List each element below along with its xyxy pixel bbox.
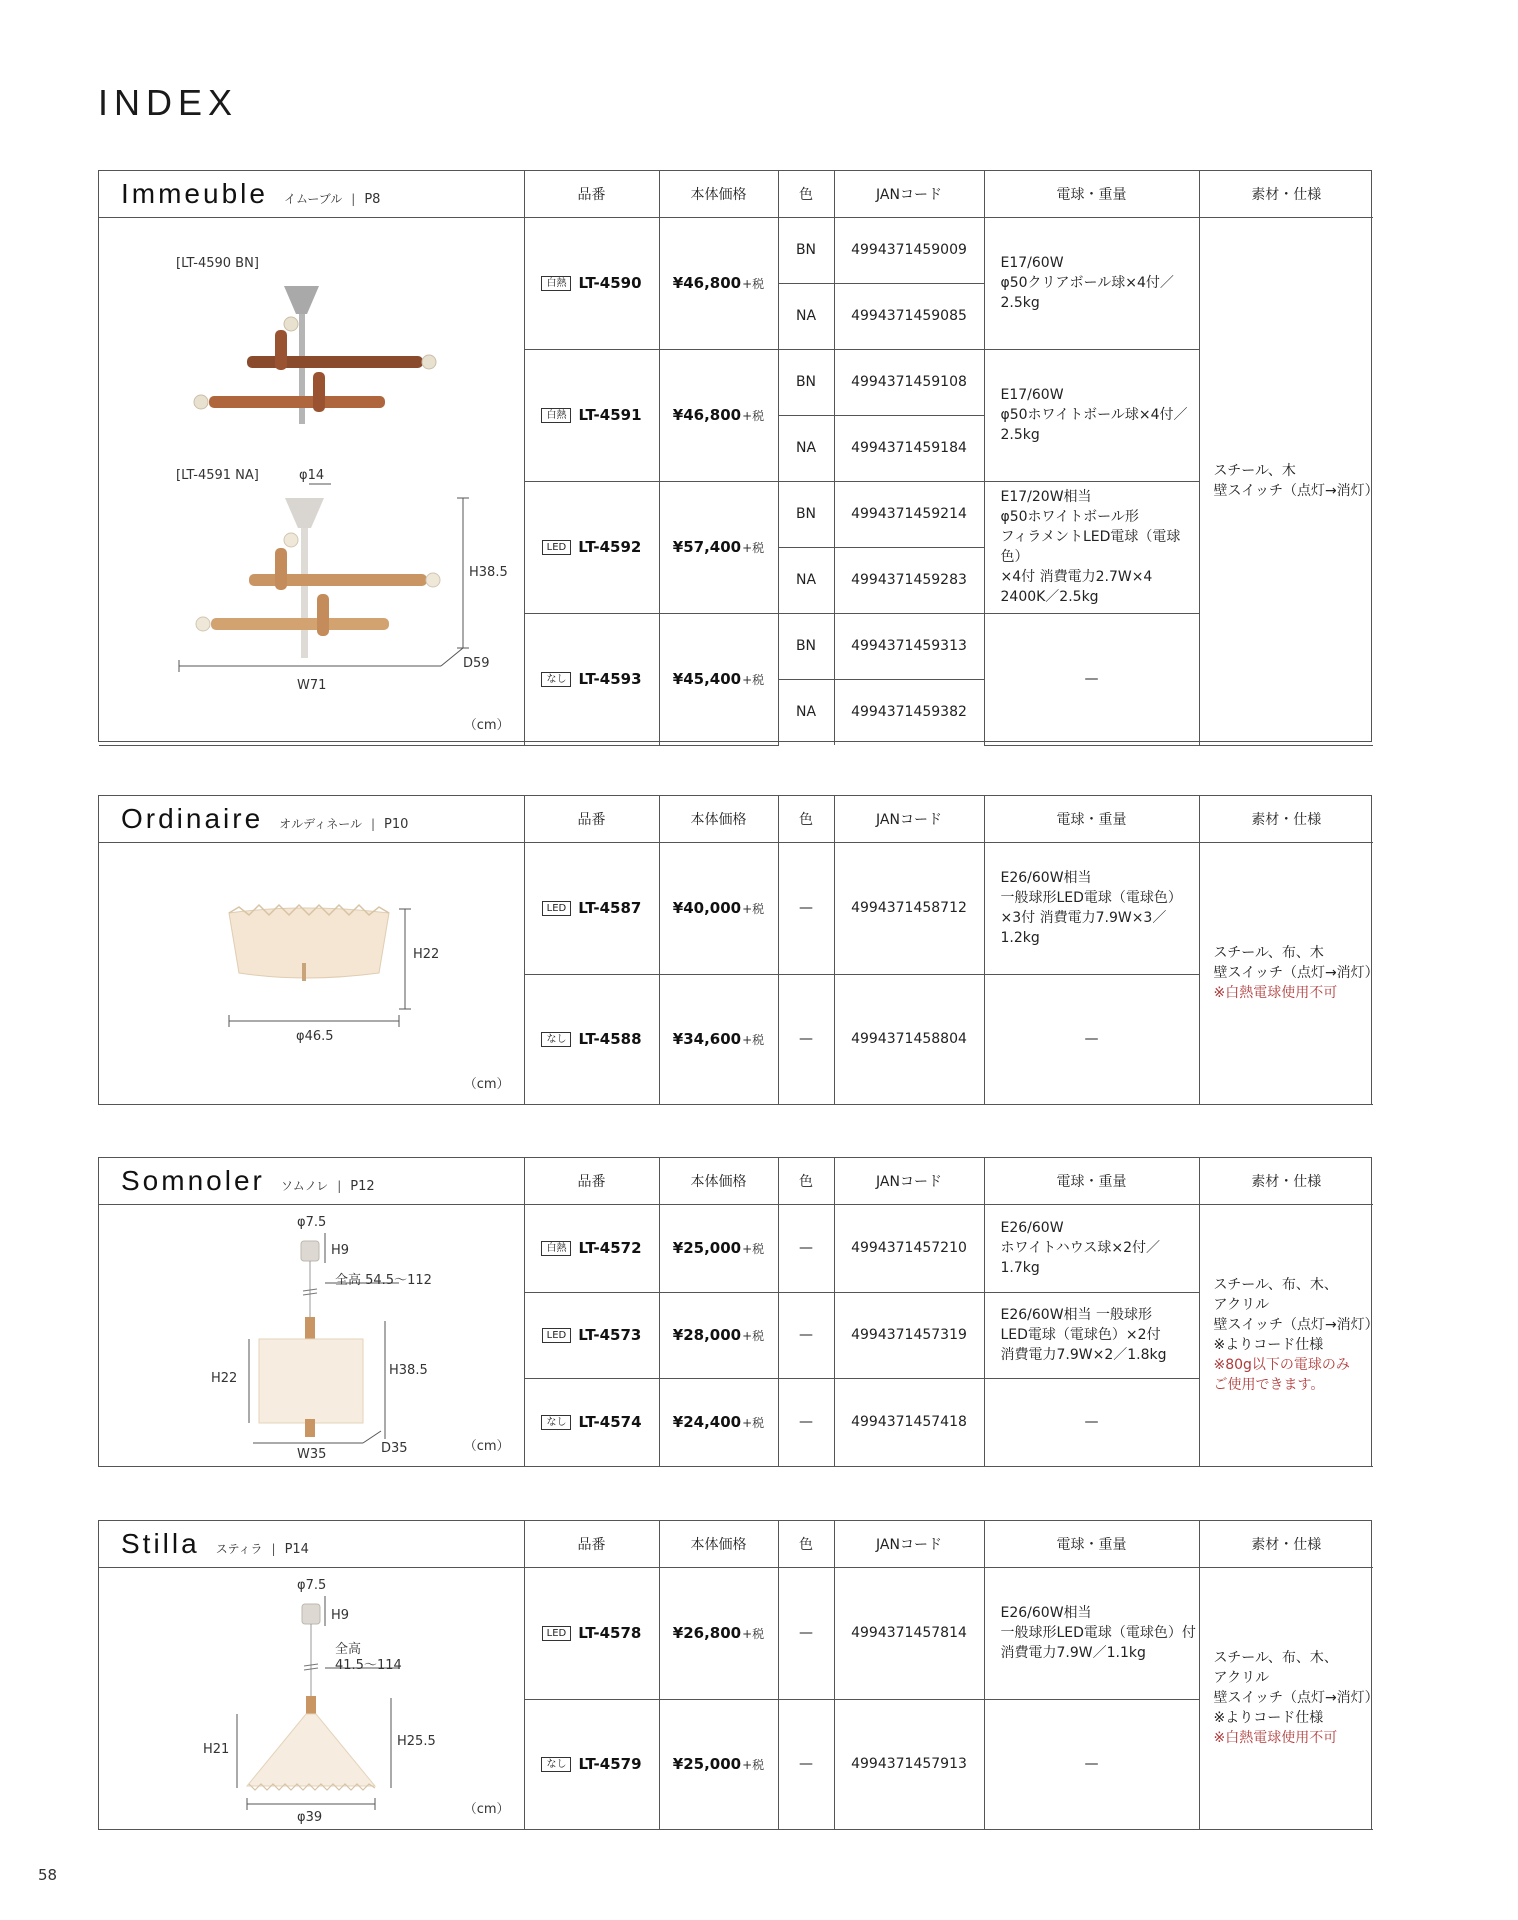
unit-label: （cm） — [463, 1801, 510, 1817]
series-title — [99, 796, 524, 842]
spec-line: E26/60W — [1000, 1220, 1064, 1236]
color-cell: NA — [778, 679, 834, 745]
material-warning: ※白熱電球使用不可 — [1213, 1730, 1338, 1746]
tax-suffix: +税 — [742, 1242, 765, 1256]
header-bulb: 電球・重量 — [984, 1158, 1199, 1204]
dim-height: H22 — [413, 946, 440, 962]
price-cell — [659, 1292, 778, 1378]
material-warning: ※80g以下の電球のみ — [1213, 1357, 1350, 1373]
product-code-cell — [524, 842, 659, 974]
series-name: Ordinaire — [121, 802, 264, 834]
unit-label: （cm） — [463, 717, 510, 733]
product-code: LT-4590 — [578, 274, 642, 292]
price: ¥45,400 — [672, 670, 742, 688]
ordinaire-table — [99, 796, 1379, 1105]
material-line: ※よりコード仕様 — [1213, 1710, 1324, 1726]
series-page-ref: P14 — [284, 1541, 309, 1557]
tax-suffix: +税 — [742, 673, 765, 687]
somnoler-lamp-illustration — [99, 1205, 524, 1467]
spec-line: 1.2kg — [1000, 930, 1040, 946]
header-material: 素材・仕様 — [1199, 1521, 1373, 1567]
price-cell — [659, 1699, 778, 1829]
jan-code: 4994371459382 — [834, 679, 984, 745]
bulb-spec-cell — [984, 1204, 1199, 1292]
price-cell — [659, 842, 778, 974]
tax-suffix: +税 — [742, 1033, 765, 1048]
product-code: LT-4592 — [578, 538, 642, 556]
jan-code: 4994371459184 — [834, 415, 984, 481]
series-title — [99, 171, 524, 217]
jan-code: 4994371457210 — [834, 1204, 984, 1292]
tax-suffix: +税 — [742, 409, 765, 423]
dim-shade-height: H22 — [211, 1370, 238, 1386]
color-cell: NA — [778, 547, 834, 613]
tax-suffix: +税 — [742, 1758, 765, 1773]
price: ¥46,800 — [672, 406, 742, 424]
product-code: LT-4591 — [578, 406, 642, 424]
spec-line: φ50ホワイトボール形 — [1000, 509, 1139, 525]
product-code: LT-4588 — [578, 1030, 642, 1049]
price-cell — [659, 217, 778, 349]
series-name: Somnoler — [121, 1164, 265, 1196]
dim-width: W71 — [297, 677, 327, 693]
stilla-section — [98, 1520, 1379, 1830]
header-jan: JANコード — [834, 1158, 984, 1204]
spec-line: ホワイトハウス球×2付／ — [1000, 1240, 1161, 1256]
bulb-spec-cell: — — [984, 974, 1199, 1104]
spec-line: E17/60W — [1000, 387, 1064, 403]
price: ¥57,400 — [672, 538, 742, 556]
unit-label: （cm） — [463, 1438, 510, 1454]
bulb-spec-cell — [984, 1567, 1199, 1699]
jan-code: 4994371459108 — [834, 349, 984, 415]
bulb-type-badge: 白熱 — [541, 276, 571, 291]
price-cell — [659, 481, 778, 613]
header-code: 品番 — [524, 171, 659, 217]
product-illustration-cell — [99, 1567, 524, 1829]
header-jan: JANコード — [834, 171, 984, 217]
product-code: LT-4593 — [578, 670, 642, 688]
product-code-cell — [524, 1699, 659, 1829]
spec-line: 2.5kg — [1000, 427, 1040, 443]
material-line: 壁スイッチ（点灯→消灯） — [1213, 483, 1379, 499]
jan-code: 4994371459283 — [834, 547, 984, 613]
color-cell: — — [778, 1204, 834, 1292]
dim-canopy-height: H9 — [331, 1242, 350, 1258]
dim-canopy-diameter: φ7.5 — [297, 1577, 327, 1593]
header-code: 品番 — [524, 1158, 659, 1204]
header-price: 本体価格 — [659, 171, 778, 217]
product-code: LT-4573 — [578, 1326, 642, 1344]
header-bulb: 電球・重量 — [984, 796, 1199, 842]
bulb-spec-cell: — — [984, 1699, 1199, 1829]
bulb-type-badge: LED — [542, 540, 572, 555]
series-name: Stilla — [121, 1527, 200, 1559]
tax-suffix: +税 — [742, 902, 765, 916]
price: ¥34,600 — [672, 1030, 742, 1049]
price-cell — [659, 1378, 778, 1466]
jan-code: 4994371459214 — [834, 481, 984, 547]
jan-code: 4994371457814 — [834, 1567, 984, 1699]
spec-line: フィラメントLED電球（電球色） — [1000, 529, 1181, 565]
tax-suffix: +税 — [742, 541, 765, 555]
dim-canopy-height: H9 — [331, 1607, 350, 1623]
material-line: アクリル — [1213, 1297, 1270, 1313]
dim-height: H38.5 — [469, 564, 508, 580]
header-price: 本体価格 — [659, 796, 778, 842]
somnoler-section — [98, 1157, 1379, 1467]
bulb-type-badge: 白熱 — [541, 408, 571, 423]
product-code-cell — [524, 1204, 659, 1292]
bulb-spec-cell: — — [984, 1378, 1199, 1466]
jan-code: 4994371458804 — [834, 974, 984, 1104]
price: ¥25,000 — [672, 1755, 742, 1774]
header-material: 素材・仕様 — [1199, 1158, 1373, 1204]
material-warning: ご使用できます。 — [1213, 1377, 1325, 1393]
product-code: LT-4579 — [578, 1755, 642, 1774]
spec-line: 2400K／2.5kg — [1000, 589, 1099, 605]
material-line: 壁スイッチ（点灯→消灯） — [1213, 965, 1379, 981]
header-bulb: 電球・重量 — [984, 1521, 1199, 1567]
bulb-type-badge: LED — [542, 1626, 572, 1641]
model-label-b: [LT-4591 NA] — [176, 467, 259, 483]
material-line: スチール、布、木 — [1213, 945, 1324, 961]
price: ¥24,400 — [672, 1413, 742, 1432]
spec-line: LED電球（電球色）×2付 — [1000, 1327, 1161, 1343]
product-code-cell — [524, 1378, 659, 1466]
tax-suffix: +税 — [742, 1627, 765, 1641]
spec-line: 消費電力7.9W／1.1kg — [1000, 1645, 1146, 1661]
price-cell — [659, 1567, 778, 1699]
bulb-spec-cell — [984, 349, 1199, 481]
color-cell: — — [778, 1292, 834, 1378]
unit-label: （cm） — [463, 1076, 510, 1092]
spec-line: φ50クリアボール球×4付／ — [1000, 275, 1174, 291]
bulb-type-badge: 白熱 — [541, 1241, 571, 1256]
spec-line: 一般球形LED電球（電球色）付 — [1000, 1625, 1196, 1641]
product-code-cell — [524, 217, 659, 349]
jan-code: 4994371458712 — [834, 842, 984, 974]
separator: | — [370, 816, 376, 831]
bulb-spec-cell — [984, 842, 1199, 974]
spec-line: E26/60W相当 一般球形 — [1000, 1307, 1152, 1323]
jan-code: 4994371457319 — [834, 1292, 984, 1378]
header-material: 素材・仕様 — [1199, 171, 1373, 217]
spec-line: 消費電力7.9W×2／1.8kg — [1000, 1347, 1167, 1363]
price-cell — [659, 613, 778, 745]
spec-line: 一般球形LED電球（電球色） — [1000, 890, 1182, 906]
separator: | — [351, 191, 356, 206]
series-kana: オルディネール — [279, 816, 362, 831]
product-code: LT-4587 — [578, 899, 642, 917]
dim-diameter: φ39 — [297, 1809, 323, 1825]
color-cell: BN — [778, 613, 834, 679]
separator: | — [271, 1541, 276, 1556]
jan-code: 4994371459009 — [834, 217, 984, 283]
series-page-ref: P8 — [364, 191, 381, 207]
bulb-type-badge: LED — [542, 1328, 572, 1343]
series-name: Immeuble — [121, 177, 268, 209]
product-code-cell — [524, 613, 659, 745]
spec-line: E17/20W相当 — [1000, 489, 1092, 505]
material-cell — [1199, 1567, 1379, 1829]
spec-line: ×3付 消費電力7.9W×3／ — [1000, 910, 1167, 926]
spec-line: E26/60W相当 — [1000, 870, 1092, 886]
material-cell — [1199, 217, 1379, 745]
price: ¥26,800 — [672, 1624, 742, 1642]
material-warning: ※白熱電球使用不可 — [1213, 985, 1338, 1001]
tax-suffix: +税 — [742, 1329, 765, 1343]
dim-body-height: H38.5 — [389, 1362, 428, 1378]
bulb-type-badge: なし — [541, 1032, 571, 1047]
bulb-spec-cell: — — [984, 613, 1199, 745]
product-illustration-cell — [99, 1204, 524, 1466]
series-title — [99, 1158, 524, 1204]
tax-suffix: +税 — [742, 1416, 765, 1431]
product-code-cell — [524, 481, 659, 613]
spec-line: ×4付 消費電力2.7W×4 — [1000, 569, 1153, 585]
header-code: 品番 — [524, 1521, 659, 1567]
dim-total-height: 全高 54.5～112 — [335, 1272, 432, 1288]
spec-line: 2.5kg — [1000, 295, 1040, 311]
dim-diameter: φ46.5 — [296, 1028, 334, 1044]
header-material: 素材・仕様 — [1199, 796, 1373, 842]
series-kana: イムーブル — [283, 191, 343, 206]
dim-total-height: 41.5～114 — [335, 1657, 402, 1673]
material-line: 壁スイッチ（点灯→消灯） — [1213, 1317, 1379, 1333]
header-price: 本体価格 — [659, 1521, 778, 1567]
page-number: 58 — [38, 1866, 58, 1884]
immeuble-section — [98, 170, 1379, 742]
product-code-cell — [524, 974, 659, 1104]
color-cell: BN — [778, 217, 834, 283]
dim-depth: D35 — [381, 1440, 408, 1456]
somnoler-table — [99, 1158, 1379, 1467]
color-cell: — — [778, 1567, 834, 1699]
bulb-type-badge: なし — [541, 672, 571, 687]
tax-suffix: +税 — [742, 277, 765, 291]
color-cell: BN — [778, 349, 834, 415]
bulb-spec-cell — [984, 1292, 1199, 1378]
color-cell: BN — [778, 481, 834, 547]
page-title: INDEX — [98, 82, 239, 123]
header-color: 色 — [778, 796, 834, 842]
dim-body-height: H25.5 — [397, 1733, 436, 1749]
product-code-cell — [524, 349, 659, 481]
header-color: 色 — [778, 171, 834, 217]
dim-canopy-diameter: φ7.5 — [297, 1214, 327, 1230]
price: ¥28,000 — [672, 1326, 742, 1344]
color-cell: — — [778, 1378, 834, 1466]
bulb-type-badge: LED — [542, 901, 572, 916]
price: ¥40,000 — [672, 899, 742, 917]
spec-line: 1.7kg — [1000, 1260, 1040, 1276]
product-code: LT-4572 — [578, 1239, 642, 1257]
header-bulb: 電球・重量 — [984, 171, 1199, 217]
stilla-lamp-illustration — [99, 1568, 524, 1830]
price: ¥46,800 — [672, 274, 742, 292]
model-label-a: [LT-4590 BN] — [176, 255, 259, 271]
product-illustration-cell — [99, 842, 524, 1104]
immeuble-table — [99, 171, 1379, 746]
price-cell — [659, 974, 778, 1104]
spec-line: E17/60W — [1000, 255, 1064, 271]
header-color: 色 — [778, 1521, 834, 1567]
material-line: 壁スイッチ（点灯→消灯） — [1213, 1690, 1379, 1706]
dim-total-height-label: 全高 — [335, 1641, 362, 1657]
material-cell — [1199, 1204, 1379, 1466]
material-line: スチール、布、木、 — [1213, 1277, 1338, 1293]
dim-depth: D59 — [463, 655, 490, 671]
price-cell — [659, 349, 778, 481]
series-title — [99, 1521, 524, 1567]
color-cell: NA — [778, 283, 834, 349]
series-page-ref: P10 — [384, 816, 409, 832]
product-illustration-cell — [99, 217, 524, 745]
bulb-spec-cell — [984, 217, 1199, 349]
ordinaire-lamp-illustration — [99, 843, 524, 1105]
jan-code: 4994371459313 — [834, 613, 984, 679]
dim-width: W35 — [297, 1446, 327, 1462]
series-kana: スティラ — [215, 1541, 263, 1556]
separator: | — [337, 1178, 342, 1193]
color-cell: NA — [778, 415, 834, 481]
material-line: アクリル — [1213, 1670, 1270, 1686]
bulb-type-badge: なし — [541, 1757, 571, 1772]
price-cell — [659, 1204, 778, 1292]
spec-line: φ50ホワイトボール球×4付／ — [1000, 407, 1188, 423]
price: ¥25,000 — [672, 1239, 742, 1257]
spec-line: E26/60W相当 — [1000, 1605, 1092, 1621]
dim-phi: φ14 — [299, 467, 325, 483]
header-color: 色 — [778, 1158, 834, 1204]
stilla-table — [99, 1521, 1379, 1830]
color-cell: — — [778, 842, 834, 974]
material-line: スチール、木 — [1213, 463, 1296, 479]
series-kana: ソムノレ — [280, 1178, 329, 1193]
bulb-spec-cell — [984, 481, 1199, 613]
product-code-cell — [524, 1292, 659, 1378]
header-jan: JANコード — [834, 1521, 984, 1567]
product-code-cell — [524, 1567, 659, 1699]
header-jan: JANコード — [834, 796, 984, 842]
dim-shade-height: H21 — [203, 1741, 230, 1757]
header-price: 本体価格 — [659, 1158, 778, 1204]
ordinaire-section — [98, 795, 1379, 1105]
material-line: スチール、布、木、 — [1213, 1650, 1338, 1666]
material-cell — [1199, 842, 1379, 1104]
jan-code: 4994371457418 — [834, 1378, 984, 1466]
bulb-type-badge: なし — [541, 1415, 571, 1430]
color-cell: — — [778, 974, 834, 1104]
header-code: 品番 — [524, 796, 659, 842]
product-code: LT-4578 — [578, 1624, 642, 1642]
jan-code: 4994371457913 — [834, 1699, 984, 1829]
jan-code: 4994371459085 — [834, 283, 984, 349]
color-cell: — — [778, 1699, 834, 1829]
product-code: LT-4574 — [578, 1413, 642, 1432]
series-page-ref: P12 — [350, 1178, 375, 1194]
material-line: ※よりコード仕様 — [1213, 1337, 1324, 1353]
